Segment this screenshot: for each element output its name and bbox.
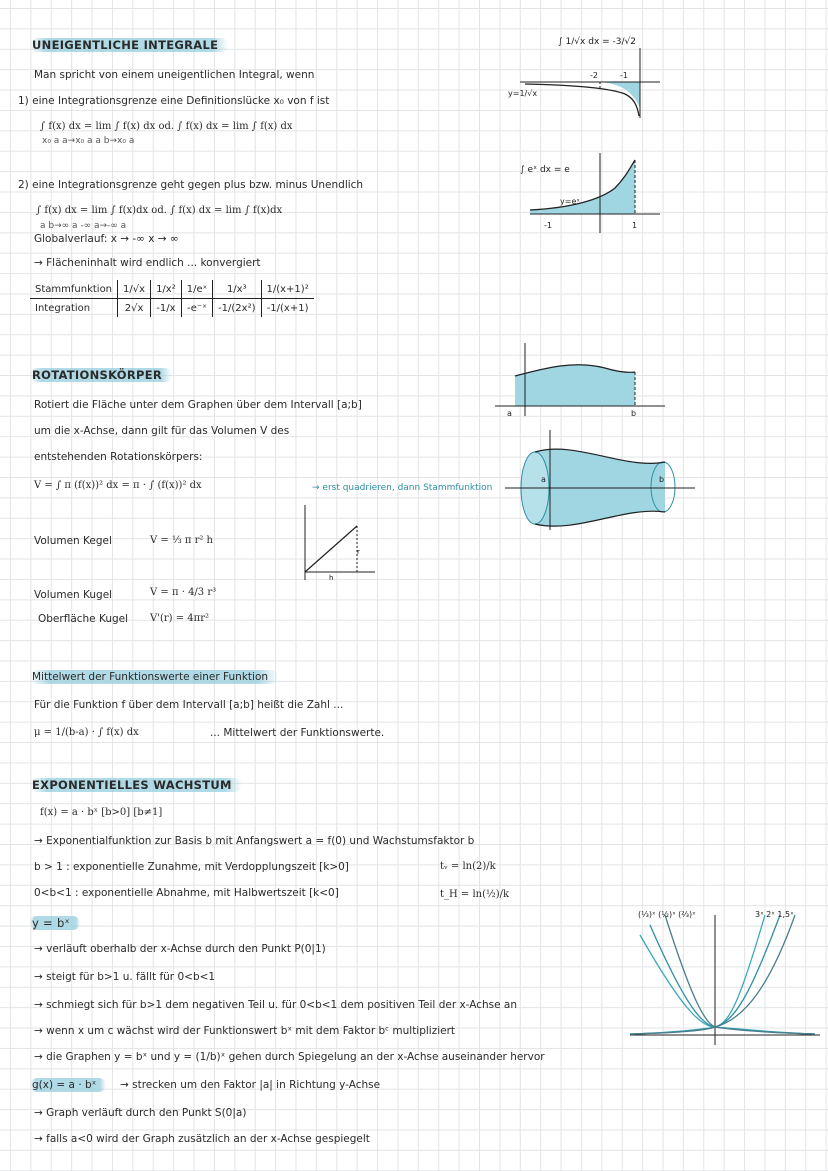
heading-exponentielles-wachstum: EXPONENTIELLES WACHSTUM <box>30 778 242 792</box>
kegel-label: Volumen Kegel <box>34 535 112 547</box>
heading-uneigentliche-integrale: UNEIGENTLICHE INTEGRALE <box>30 38 228 52</box>
exp-point7: → falls a<0 wird der Graph zusätzlich an der x-Achse gespiegelt <box>34 1133 370 1145</box>
graph1-tick-a: -2 <box>590 71 598 80</box>
rotation-solid-label-a: a <box>541 475 546 484</box>
rotation-line2: um die x-Achse, dann gilt für das Volumen V des <box>34 425 290 437</box>
table-cell: 1/x² <box>151 280 182 299</box>
rotation-sketch-label-a: a <box>507 409 512 418</box>
kugel-label: Volumen Kugel <box>34 589 113 601</box>
table-cell: Integration <box>35 302 91 314</box>
exp-line1: → Exponentialfunktion zur Basis b mit Anfangswert a = f(0) und Wachstumsfaktor b <box>34 835 475 847</box>
rotation-area-sketch <box>495 338 675 418</box>
graph1-area <box>600 82 640 108</box>
exp-line2-formula: tᵥ = ln(2)/k <box>440 861 496 872</box>
graph-improper-integral-2 <box>520 148 680 238</box>
exp-line3: 0<b<1 : exponentielle Abnahme, mit Halbwertszeit [k<0] <box>34 887 339 899</box>
graph1-tick-b: -1 <box>620 71 628 80</box>
table-cell: -1/x <box>151 299 182 318</box>
table-cell: 2√x <box>118 299 151 318</box>
heading-mittelwert: Mittelwert der Funktionswerte einer Funktion <box>30 670 278 684</box>
formula-case2: ∫ f(x) dx = lim ∫ f(x)dx od. ∫ f(x) dx = lim ∫ f(x)dx <box>36 205 283 216</box>
rotation-note: → erst quadrieren, dann Stammfunktion <box>312 483 493 493</box>
kegel-formula: V = ⅓ π r² h <box>150 535 213 546</box>
table-cell: 1/x³ <box>213 280 261 299</box>
rotation-formula: V = ∫ π (f(x))² dx = π · ∫ (f(x))² dx <box>34 480 202 491</box>
rotation-sketch-label-b: b <box>631 409 637 418</box>
area-note: → Flächeninhalt wird endlich ... konvergiert <box>34 257 261 269</box>
exp-line3-formula: t_H = ln(½)/k <box>440 889 510 900</box>
mittelwert-line1: Für die Funktion f über dem Intervall [a;b] heißt die Zahl ... <box>34 699 344 711</box>
kugel-formula: V = π · 4/3 r³ <box>150 587 217 598</box>
rotation-solid-sketch <box>505 430 695 530</box>
graph2-label: ∫ eˣ dx = e <box>520 165 570 175</box>
graph2-tick-b: 1 <box>632 221 638 230</box>
oberflaeche-label: Oberfläche Kugel <box>38 613 129 625</box>
rotation-line3: entstehenden Rotationskörpers: <box>34 451 203 463</box>
exponential-family-graph <box>630 905 820 1045</box>
exp-g-note: → strecken um den Faktor |a| in Richtung y-Achse <box>120 1079 381 1091</box>
table-cell: 1/√x <box>118 280 151 299</box>
exp-graph-labels-right: 3ˣ 2ˣ 1,5ˣ <box>755 910 794 919</box>
stammfunktion-table <box>30 280 314 317</box>
mittelwert-formula: μ = 1/(b-a) · ∫ f(x) dx <box>34 727 139 738</box>
oberflaeche-formula: V'(r) = 4πr² <box>150 613 210 624</box>
exp-point2: → steigt für b>1 u. fällt für 0<b<1 <box>34 971 216 983</box>
exp-point5: → die Graphen y = bˣ und y = (1/b)ˣ gehen durch Spiegelung an der x-Achse auseinander hervor <box>34 1051 545 1063</box>
graph2-fn: y=eˣ <box>560 197 580 206</box>
exp-definition: f(x) = a · bˣ [b>0] [b≠1] <box>40 807 163 818</box>
exp-point3: → schmiegt sich für b>1 dem negativen Teil u. für 0<b<1 dem positiven Teil der x-Achse an <box>34 999 518 1011</box>
mittelwert-suffix: ... Mittelwert der Funktionswerte. <box>210 727 385 739</box>
exp-line2: b > 1 : exponentielle Zunahme, mit Verdopplungszeit [k>0] <box>34 861 349 873</box>
table-row <box>30 299 314 318</box>
table-cell: -e⁻ˣ <box>181 299 212 318</box>
graph1-label: ∫ 1/√x dx = -3/√2 <box>558 37 636 47</box>
exp-g-definition: g(x) = a · bˣ <box>30 1078 106 1092</box>
table-cell: 1/(x+1)² <box>261 280 314 299</box>
table-cell: 1/eˣ <box>181 280 212 299</box>
table-cell: -1/(2x²) <box>213 299 261 318</box>
exp-y-equals-b-x: y = bˣ <box>30 916 80 930</box>
graph1-curve <box>525 84 639 116</box>
exp-point4: → wenn x um c wächst wird der Funktionswert bˣ mit dem Faktor bᶜ multipliziert <box>34 1025 456 1037</box>
cone-label-h: h <box>329 574 334 582</box>
rotation-line1: Rotiert die Fläche unter dem Graphen über dem Intervall [a;b] <box>34 399 362 411</box>
rotation-solid-label-b: b <box>659 475 665 484</box>
exp-point6: → Graph verläuft durch den Punkt S(0|a) <box>34 1107 247 1119</box>
cone-sketch <box>295 500 385 580</box>
formula-case1-limits: x₀ a a→x₀ a a b→x₀ a <box>42 136 135 146</box>
globalverlauf-text: Globalverlauf: x → -∞ x → ∞ <box>34 233 179 245</box>
table-cell: -1/(x+1) <box>261 299 314 318</box>
graph2-tick-a: -1 <box>544 221 552 230</box>
cone-label-r: r <box>357 548 360 556</box>
table-cell: Stammfunktion <box>30 280 118 299</box>
formula-case1: ∫ f(x) dx = lim ∫ f(x) dx od. ∫ f(x) dx = lim ∫ f(x) dx <box>40 121 293 132</box>
graph-improper-integral-1 <box>508 28 680 118</box>
case2-text: 2) eine Integrationsgrenze geht gegen plus bzw. minus Unendlich <box>18 179 364 191</box>
heading-rotationskoerper: ROTATIONSKÖRPER <box>30 368 172 382</box>
exp-point1: → verläuft oberhalb der x-Achse durch den Punkt P(0|1) <box>34 943 326 955</box>
exp-graph-labels-left: (⅓)ˣ (½)ˣ (⅔)ˣ <box>638 910 696 919</box>
table-row <box>30 280 314 299</box>
case1-text: 1) eine Integrationsgrenze eine Definitionslücke x₀ von f ist <box>18 95 330 107</box>
intro-text: Man spricht von einem uneigentlichen Integral, wenn <box>34 69 315 81</box>
formula-case2-limits: a b→∞ a -∞ a→-∞ a <box>40 221 127 231</box>
graph1-fn: y=1/√x <box>508 89 538 98</box>
